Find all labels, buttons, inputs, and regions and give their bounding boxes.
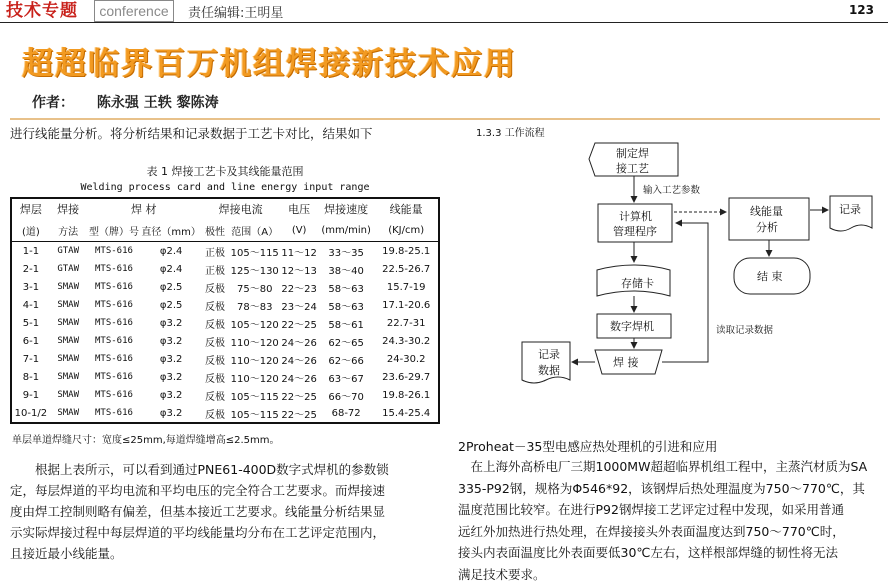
table-cell: 58～61 [328, 319, 364, 331]
table-header-row-1 [11, 198, 439, 219]
table-cell: 68-72 [331, 407, 361, 419]
left-paragraph-line: 根据上表所示，可以看到通过PNE61-400D数字式焊机的参数锁 [35, 462, 389, 477]
right-paragraph-line: 335-P92钢，规格为Φ546*92，该钢焊后热处理温度为750～770℃，其 [458, 480, 865, 496]
th-energy: 线能量 [389, 203, 423, 216]
table-cell: 22～25 [281, 391, 317, 403]
section-tag: 技术专题 [0, 0, 94, 22]
left-paragraph-line: 度由焊工控制则略有偏差，但基本接近工艺要求。线能量分析结果显 [10, 504, 386, 519]
table-cell: 110～120 [230, 373, 279, 385]
node-end-label: 结 束 [757, 270, 783, 283]
table-cell: 15.4-25.4 [382, 407, 431, 419]
welding-table [10, 197, 440, 424]
node-computer-line1: 计算机 [619, 210, 652, 223]
table-cell: 5-1 [22, 317, 40, 329]
table-cell: SMAW [57, 354, 79, 364]
edge-input-params: 输入工艺参数 [643, 185, 701, 196]
left-paragraph [10, 459, 448, 564]
th2-method: 方法 [58, 226, 79, 238]
table-row [11, 386, 439, 404]
table-cell: 110～120 [230, 337, 279, 349]
table-cell: 反极 [204, 337, 225, 349]
table-cell: MTS-616 [95, 336, 133, 346]
editor-credit: 责任编辑:王明星 [188, 6, 284, 21]
table-cell: 22.7-31 [386, 317, 426, 329]
node-record-data-line1: 记录 [538, 348, 560, 361]
table-row [11, 350, 439, 368]
right-paragraph [458, 456, 884, 585]
left-paragraph-line: 且接近最小线能量。 [10, 546, 123, 561]
table-cell: 24～26 [281, 355, 317, 367]
table-row [11, 260, 439, 278]
table-cell: 105～115 [230, 409, 279, 421]
section-en-label: conference [94, 0, 174, 22]
table-cell: 75～80 [237, 283, 273, 295]
node-make-process-line2: 接工艺 [616, 162, 649, 175]
table-cell: φ3.2 [159, 317, 183, 329]
lead-sentence: 进行线能量分析。将分析结果和记录数据于工艺卡对比，结果如下 [10, 126, 373, 141]
th-material: 焊 材 [130, 203, 157, 216]
table-cell: MTS-616 [95, 282, 133, 292]
right-paragraph-line: 远红外加热进行热处理，在焊接接头外表面温度达到750～770℃时， [458, 523, 845, 539]
table-cell: 17.1-20.6 [382, 299, 431, 311]
flow-title: 1.3.3 工作流程 [476, 128, 545, 139]
table-cell: 反极 [204, 355, 225, 367]
th2-polarity: 极性 [204, 226, 225, 238]
table-cell: 8-1 [22, 371, 40, 383]
left-paragraph-line: 示实际焊接过程中每层焊道的平均线能量均分布在工艺评定范围内， [10, 525, 386, 540]
table-cell: 2-1 [22, 263, 40, 275]
page-number: 123 [848, 3, 874, 17]
table-cell: φ2.5 [159, 299, 183, 311]
table-cell: 4-1 [22, 299, 40, 311]
table-cell: 反极 [204, 301, 225, 313]
table-cell: SMAW [57, 336, 79, 346]
authors-names: 陈永强 王轶 黎陈涛 [96, 95, 219, 111]
table-cell: 105～115 [229, 242, 280, 261]
table-cell: φ2.4 [141, 242, 200, 261]
authors-line [32, 92, 219, 112]
table-title: 表 1 焊接工艺卡及其线能量范围 [146, 165, 304, 178]
table-cell: 38～40 [328, 265, 364, 277]
table-cell: MTS-616 [95, 318, 133, 328]
table-cell: φ2.5 [159, 281, 183, 293]
table-cell: φ2.4 [159, 263, 183, 275]
table-cell: 反极 [204, 391, 225, 403]
table-row [11, 368, 439, 386]
table-cell: 78～83 [237, 301, 273, 313]
node-computer-line2: 管理程序 [613, 225, 657, 238]
th2-speed-unit: (mm/min) [321, 224, 371, 236]
header-rule [0, 22, 888, 23]
table-cell: MTS-616 [95, 354, 133, 364]
th-layer: 焊层 [19, 203, 42, 216]
node-memory-card-label: 存储卡 [621, 277, 654, 290]
table-cell: 105～120 [230, 319, 279, 331]
table-cell: 33～35 [318, 242, 374, 261]
table-cell: 24～26 [281, 337, 317, 349]
table-cell: MTS-616 [95, 390, 133, 400]
right-paragraph-line: 满足技术要求。 [458, 566, 546, 582]
workflow-diagram [500, 136, 888, 436]
table-cell: 62～66 [328, 355, 364, 367]
right-paragraph-line: 接头内表面温度比外表面要低30℃左右，这样根部焊缝的韧性将无法 [458, 545, 838, 560]
table-cell: φ3.2 [159, 389, 183, 401]
table-cell: 105～115 [230, 391, 279, 403]
table-cell: SMAW [57, 408, 79, 418]
th-voltage: 电压 [288, 203, 311, 216]
table-cell: 58～63 [328, 283, 364, 295]
node-energy-analysis-line1: 线能量 [750, 205, 783, 218]
th2-range: 范围（A） [231, 226, 279, 238]
table-cell: 58～63 [328, 301, 364, 313]
table-cell: 3-1 [22, 281, 40, 293]
table-cell: MTS-616 [95, 300, 133, 310]
table-cell: 22.5-26.7 [382, 263, 431, 275]
node-record-data-line2: 数据 [538, 364, 560, 377]
table-cell: 23.6-29.7 [382, 371, 431, 383]
table-cell: 19.8-26.1 [382, 389, 431, 401]
table-subtitle: Welding process card and line energy input range [80, 182, 370, 193]
table-cell: φ3.2 [159, 371, 183, 383]
table-cell: 正极 [204, 265, 225, 277]
node-energy-analysis-line2: 分析 [756, 221, 778, 234]
table-cell: 7-1 [22, 353, 40, 365]
th2-energy-unit: (KJ/cm) [388, 224, 425, 236]
table-cell: 反极 [204, 319, 225, 331]
th2-diameter: 直径（mm） [141, 226, 201, 238]
table-cell: SMAW [57, 300, 79, 310]
table-cell: SMAW [57, 318, 79, 328]
node-welding-label: 焊 接 [613, 356, 639, 369]
table-cell: 反极 [204, 409, 225, 421]
table-row [11, 296, 439, 314]
table-cell: MTS-616 [95, 372, 133, 382]
table-cell: 22～23 [281, 283, 317, 295]
right-paragraph-line: 温度范围比较窄。在进行P92钢焊接工艺评定过程中发现，如采用普通 [458, 502, 844, 517]
table-cell: 19.8-25.1 [374, 242, 439, 261]
table-cell: 23～24 [281, 301, 317, 313]
table-cell: 12～13 [281, 265, 317, 277]
table-cell: MTS-616 [87, 242, 142, 261]
node-digital-welder-label: 数字焊机 [610, 320, 654, 333]
authors-label: 作者： [32, 95, 74, 111]
th2-voltage-unit: (V) [291, 224, 307, 236]
table-row [11, 404, 439, 423]
table-cell: 66～70 [328, 391, 364, 403]
table-cell: SMAW [57, 282, 79, 292]
table-header-row-2 [11, 219, 439, 242]
table-cell: MTS-616 [95, 264, 133, 274]
table-cell: 24.3-30.2 [382, 335, 431, 347]
table-cell: φ3.2 [159, 353, 183, 365]
table-cell: φ3.2 [159, 335, 183, 347]
left-paragraph-line: 定，每层焊道的平均电流和平均电压的完全符合工艺要求。而焊接速 [10, 483, 386, 498]
table-cell: 反极 [204, 283, 225, 295]
table-cell: 125～130 [230, 265, 279, 277]
table-cell: 62～65 [328, 337, 364, 349]
th-speed: 焊接速度 [324, 203, 369, 216]
table-note: 单层单道焊缝尺寸：宽度≤25mm,每道焊缝增高≤2.5mm。 [12, 435, 280, 446]
table-row [11, 278, 439, 296]
table-cell: 24～26 [281, 373, 317, 385]
table-row [11, 332, 439, 350]
title-rule [10, 118, 880, 120]
node-make-process-line1: 制定焊 [616, 147, 649, 160]
th2-grade: 型（牌）号 [88, 226, 139, 238]
th-method: 焊接 [57, 203, 80, 216]
table-cell: 15.7-19 [386, 281, 426, 293]
right-paragraph-line: 在上海外高桥电厂三期1000MW超超临界机组工程中，主蒸汽材质为SA [470, 459, 868, 474]
table-cell: 1-1 [11, 242, 50, 261]
table-cell: φ3.2 [159, 407, 183, 419]
table-row [11, 314, 439, 332]
table-cell: SMAW [57, 372, 79, 382]
table-cell: 9-1 [22, 389, 40, 401]
table-cell: 反极 [204, 373, 225, 385]
table-cell: 11～12 [280, 242, 318, 261]
table-row [11, 242, 439, 261]
node-record-doc-label: 记录 [839, 203, 861, 216]
table-cell: 6-1 [22, 335, 40, 347]
table-cell: 正极 [201, 242, 229, 261]
th2-layer: (道) [21, 226, 40, 238]
table-cell: MTS-616 [95, 408, 133, 418]
table-cell: 10-1/2 [14, 407, 48, 419]
section-heading: 2Proheat－35型电感应热处理机的引进和应用 [458, 439, 718, 454]
table-cell: GTAW [57, 264, 79, 274]
edge-read-records: 读取记录数据 [716, 325, 774, 336]
table-cell: GTAW [50, 242, 87, 261]
table-cell: SMAW [57, 390, 79, 400]
table-cell: 22～25 [281, 319, 317, 331]
table-cell: 24-30.2 [386, 353, 426, 365]
article-title: 超超临界百万机组焊接新技术应用 [22, 46, 517, 82]
table-cell: 22～25 [281, 409, 317, 421]
table-cell: 63～67 [328, 373, 364, 385]
table-cell: 110～120 [230, 355, 279, 367]
th-current: 焊接电流 [218, 203, 263, 216]
